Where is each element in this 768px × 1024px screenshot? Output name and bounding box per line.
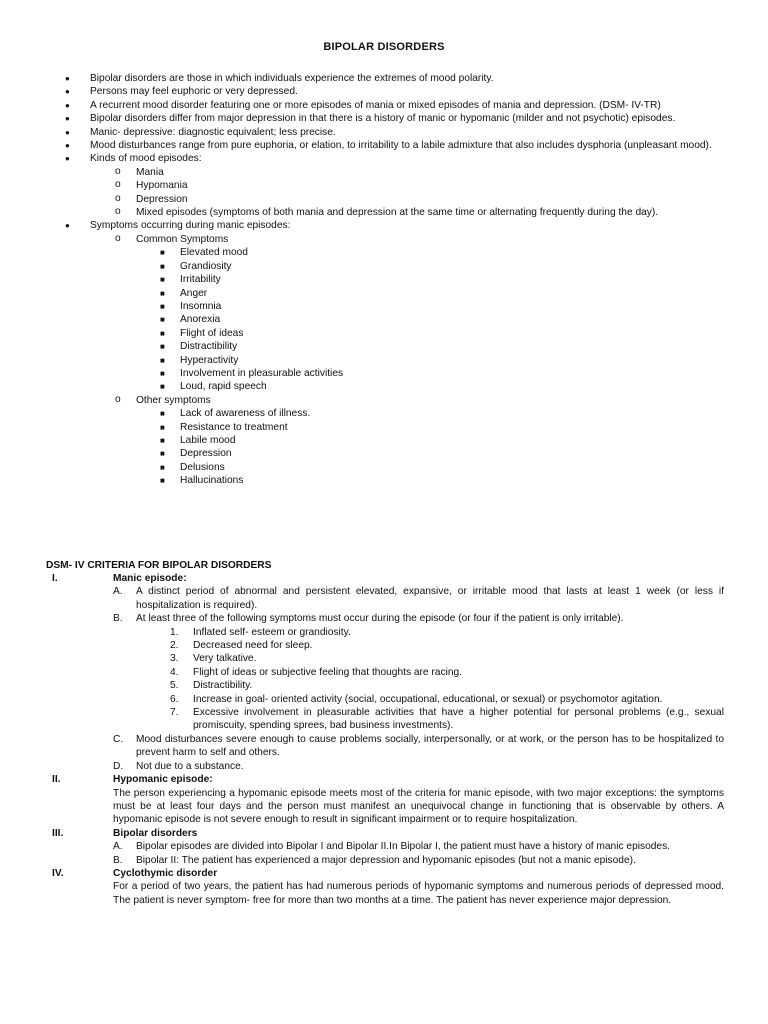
- manic-symptom-numbered-list: [170, 626, 724, 733]
- overview-bullet-list: [62, 72, 724, 488]
- square-bullet-icon: ■: [160, 476, 165, 486]
- list-item: 1. Inflated self- esteem or grandiosity.: [170, 626, 351, 638]
- bullet-dot-icon: ●: [65, 154, 70, 164]
- circle-bullet-icon: o: [115, 393, 121, 405]
- list-item: ■ Lack of awareness of illness.: [160, 408, 311, 420]
- cyclothymic-paragraph: For a period of two years, the patient has had numerous periods of hypomanic symptoms and numerous periods of depressed mood. The patient is never symptom- free for more than two months at a time. The patient has never experience major depression.: [113, 881, 724, 906]
- bullet-dot-icon: ●: [65, 87, 70, 97]
- symptom-groups-list: [115, 233, 724, 488]
- square-bullet-icon: ■: [160, 382, 165, 392]
- list-item: B. At least three of the following symptoms must occur during the episode (or four if the patient is only irritable). 1. Inflated self- esteem or grandiosity. 2. Decreased need for sleep. 3. Very talkative. 4. Flight of ideas or subjective feeling that thoughts are racing. 5. Distractibility. 6. Increase in goal- oriented activity (social, occupational, educational, or sexual) or psychomotor agitation. 7. Excessive involvement in pleasurable activities that have a higher potential for personal problems (e.g., sexual promiscuity, spending sprees, bad business investments).: [113, 613, 724, 732]
- list-item: ■ Delusions: [160, 461, 225, 473]
- list-item: ■ Anger: [160, 287, 208, 299]
- list-item: C. Mood disturbances severe enough to cause problems socially, interpersonally, or at work, or the person has to be hospitalized to prevent harm to self and others.: [113, 733, 724, 759]
- bullet-item-kinds: ● Kinds of mood episodes: o Mania o Hypomania o Depression o Mixed episodes (symptoms of both mania and depression at the same time or alternating frequently during the day).: [62, 152, 724, 219]
- common-symptoms-list: [158, 246, 724, 393]
- circle-bullet-icon: o: [115, 206, 121, 218]
- square-bullet-icon: ■: [160, 315, 165, 325]
- bullet-dot-icon: ●: [65, 100, 70, 110]
- bullet-item: ● Mood disturbances range from pure euphoria, or elation, to irritability to a labile admixture that also includes dysphoria (unpleasant mood).: [65, 140, 712, 152]
- list-item: 2. Decreased need for sleep.: [170, 640, 313, 652]
- list-item: ■ Distractibility: [160, 341, 238, 353]
- section-numeral: III.: [52, 827, 64, 839]
- square-bullet-icon: ■: [160, 301, 165, 311]
- circle-bullet-icon: o: [115, 232, 121, 244]
- square-bullet-icon: ■: [160, 409, 165, 419]
- document-title: BIPOLAR DISORDERS: [323, 41, 445, 53]
- bullet-item-symptoms: ● Symptoms occurring during manic episodes: o Common Symptoms ■ Elevated mood ■ Grandiosity ■ Irritability ■ Anger ■ Insomnia ■ Anorexia ■ Flight of ideas ■ Distractibility ■ Hyperactivity ■ Involvement in pleasurable activities ■ Loud, rapid speech o Other symptoms ■ Lack of awareness of illness. ■ Resistance to treatment ■ Labile mood ■ Depression ■ Delusions ■ Hallucinations: [62, 219, 724, 487]
- bullet-item: ● Bipolar disorders are those in which individuals experience the extremes of mood polarity.: [65, 73, 494, 84]
- list-item: ■ Irritability: [160, 274, 221, 286]
- section-heading-bipolar: III. Bipolar disorders: [52, 827, 198, 839]
- square-bullet-icon: ■: [160, 355, 165, 365]
- list-item: ■ Loud, rapid speech: [160, 381, 267, 393]
- bullet-dot-icon: ●: [65, 221, 70, 231]
- bullet-dot-icon: ●: [65, 141, 70, 151]
- list-item: 3. Very talkative.: [170, 653, 257, 665]
- list-item: 5. Distractibility.: [170, 680, 253, 692]
- square-bullet-icon: ■: [160, 462, 165, 472]
- square-bullet-icon: ■: [160, 328, 165, 338]
- list-item: ■ Elevated mood: [160, 247, 248, 259]
- section-heading-hypomanic: II. Hypomanic episode:: [52, 774, 213, 786]
- list-item: o Common Symptoms ■ Elevated mood ■ Grandiosity ■ Irritability ■ Anger ■ Insomnia ■ Anorexia ■ Flight of ideas ■ Distractibility ■ Hyperactivity ■ Involvement in pleasurable activities ■ Loud, rapid speech: [115, 233, 724, 394]
- square-bullet-icon: ■: [160, 368, 165, 378]
- list-item: ■ Resistance to treatment: [160, 421, 288, 433]
- square-bullet-icon: ■: [160, 248, 165, 258]
- list-item: ■ Insomnia: [160, 300, 222, 312]
- bullet-item: ● Manic- depressive: diagnostic equivalent; less precise.: [65, 126, 336, 138]
- square-bullet-icon: ■: [160, 275, 165, 285]
- bullet-dot-icon: ●: [65, 74, 70, 83]
- list-item: o Other symptoms ■ Lack of awareness of illness. ■ Resistance to treatment ■ Labile mood ■ Depression ■ Delusions ■ Hallucinations: [115, 394, 724, 488]
- square-bullet-icon: ■: [160, 449, 165, 459]
- bullet-dot-icon: ●: [65, 114, 70, 124]
- list-item: o Hypomania: [115, 179, 188, 192]
- list-item: ■ Hallucinations: [160, 475, 244, 487]
- list-item: ■ Grandiosity: [160, 260, 232, 272]
- list-item: 4. Flight of ideas or subjective feeling that thoughts are racing.: [170, 666, 462, 678]
- other-symptoms-list: [158, 407, 724, 487]
- manic-criteria-list: [113, 585, 724, 773]
- circle-bullet-icon: o: [115, 179, 121, 191]
- list-item: ■ Depression: [160, 448, 232, 460]
- list-item: ■ Involvement in pleasurable activities: [160, 367, 344, 379]
- bullet-item: ● Persons may feel euphoric or very depressed.: [65, 86, 298, 98]
- list-item: D. Not due to a substance.: [113, 760, 244, 772]
- hypomanic-paragraph: The person experiencing a hypomanic episode meets most of the criteria for manic episode, with two major exceptions: the symptoms must be at least four days and the person must manifest an unequivocal change in functioning that is observable by others. A hypomanic episode is not severe enough to result in significant impairment or to require hospitalization.: [113, 787, 724, 826]
- list-item: ■ Flight of ideas: [160, 327, 244, 339]
- list-item: 7. Excessive involvement in pleasurable activities that have a higher potential for personal problems (e.g., sexual promiscuity, spending sprees, bad business investments).: [170, 707, 724, 732]
- section-numeral: II.: [52, 774, 61, 786]
- list-item: o Mania: [115, 165, 164, 178]
- square-bullet-icon: ■: [160, 261, 165, 271]
- section-heading-cyclothymic: IV. Cyclothymic disorder: [52, 867, 218, 879]
- list-item: B. Bipolar II: The patient has experienced a major depression and hypomanic episodes (but not a manic episode).: [113, 854, 636, 866]
- section-heading-manic: I. Manic episode:: [52, 573, 187, 584]
- list-item: A. Bipolar episodes are divided into Bipolar I and Bipolar II.In Bipolar I, the patient must have a history of manic episodes.: [113, 841, 671, 853]
- list-item: A. A distinct period of abnormal and persistent elevated, expansive, or irritable mood that lasts at least 1 week (or less if hospitalization is required).: [113, 586, 724, 611]
- bipolar-types-list: [113, 840, 724, 867]
- square-bullet-icon: ■: [160, 435, 165, 445]
- criteria-heading: DSM- IV CRITERIA FOR BIPOLAR DISORDERS: [46, 560, 272, 571]
- bullet-dot-icon: ●: [65, 127, 70, 137]
- list-item: o Depression: [115, 192, 188, 205]
- bullet-item: ● Bipolar disorders differ from major depression in that there is a history of manic or hypomanic (milder and not psychotic) episodes.: [65, 113, 676, 125]
- list-item: 6. Increase in goal- oriented activity (social, occupational, educational, or sexual) or psychomotor agitation.: [170, 693, 663, 705]
- bullet-item: ● A recurrent mood disorder featuring one or more episodes of mania or mixed episodes of mania and depression. (DSM- IV-TR): [65, 99, 661, 111]
- square-bullet-icon: ■: [160, 288, 165, 298]
- circle-bullet-icon: o: [115, 165, 121, 177]
- section-numeral: IV.: [52, 867, 64, 879]
- mood-episodes-list: [115, 166, 724, 220]
- list-item: ■ Labile mood: [160, 434, 236, 446]
- circle-bullet-icon: o: [115, 192, 121, 204]
- list-item: ■ Hyperactivity: [160, 354, 239, 366]
- square-bullet-icon: ■: [160, 422, 165, 432]
- section-numeral: I.: [52, 573, 58, 584]
- criteria-sections: [46, 572, 724, 907]
- square-bullet-icon: ■: [160, 342, 165, 352]
- list-item: ■ Anorexia: [160, 314, 221, 326]
- list-item: o Mixed episodes (symptoms of both mania and depression at the same time or alternating frequently during the day).: [115, 206, 659, 219]
